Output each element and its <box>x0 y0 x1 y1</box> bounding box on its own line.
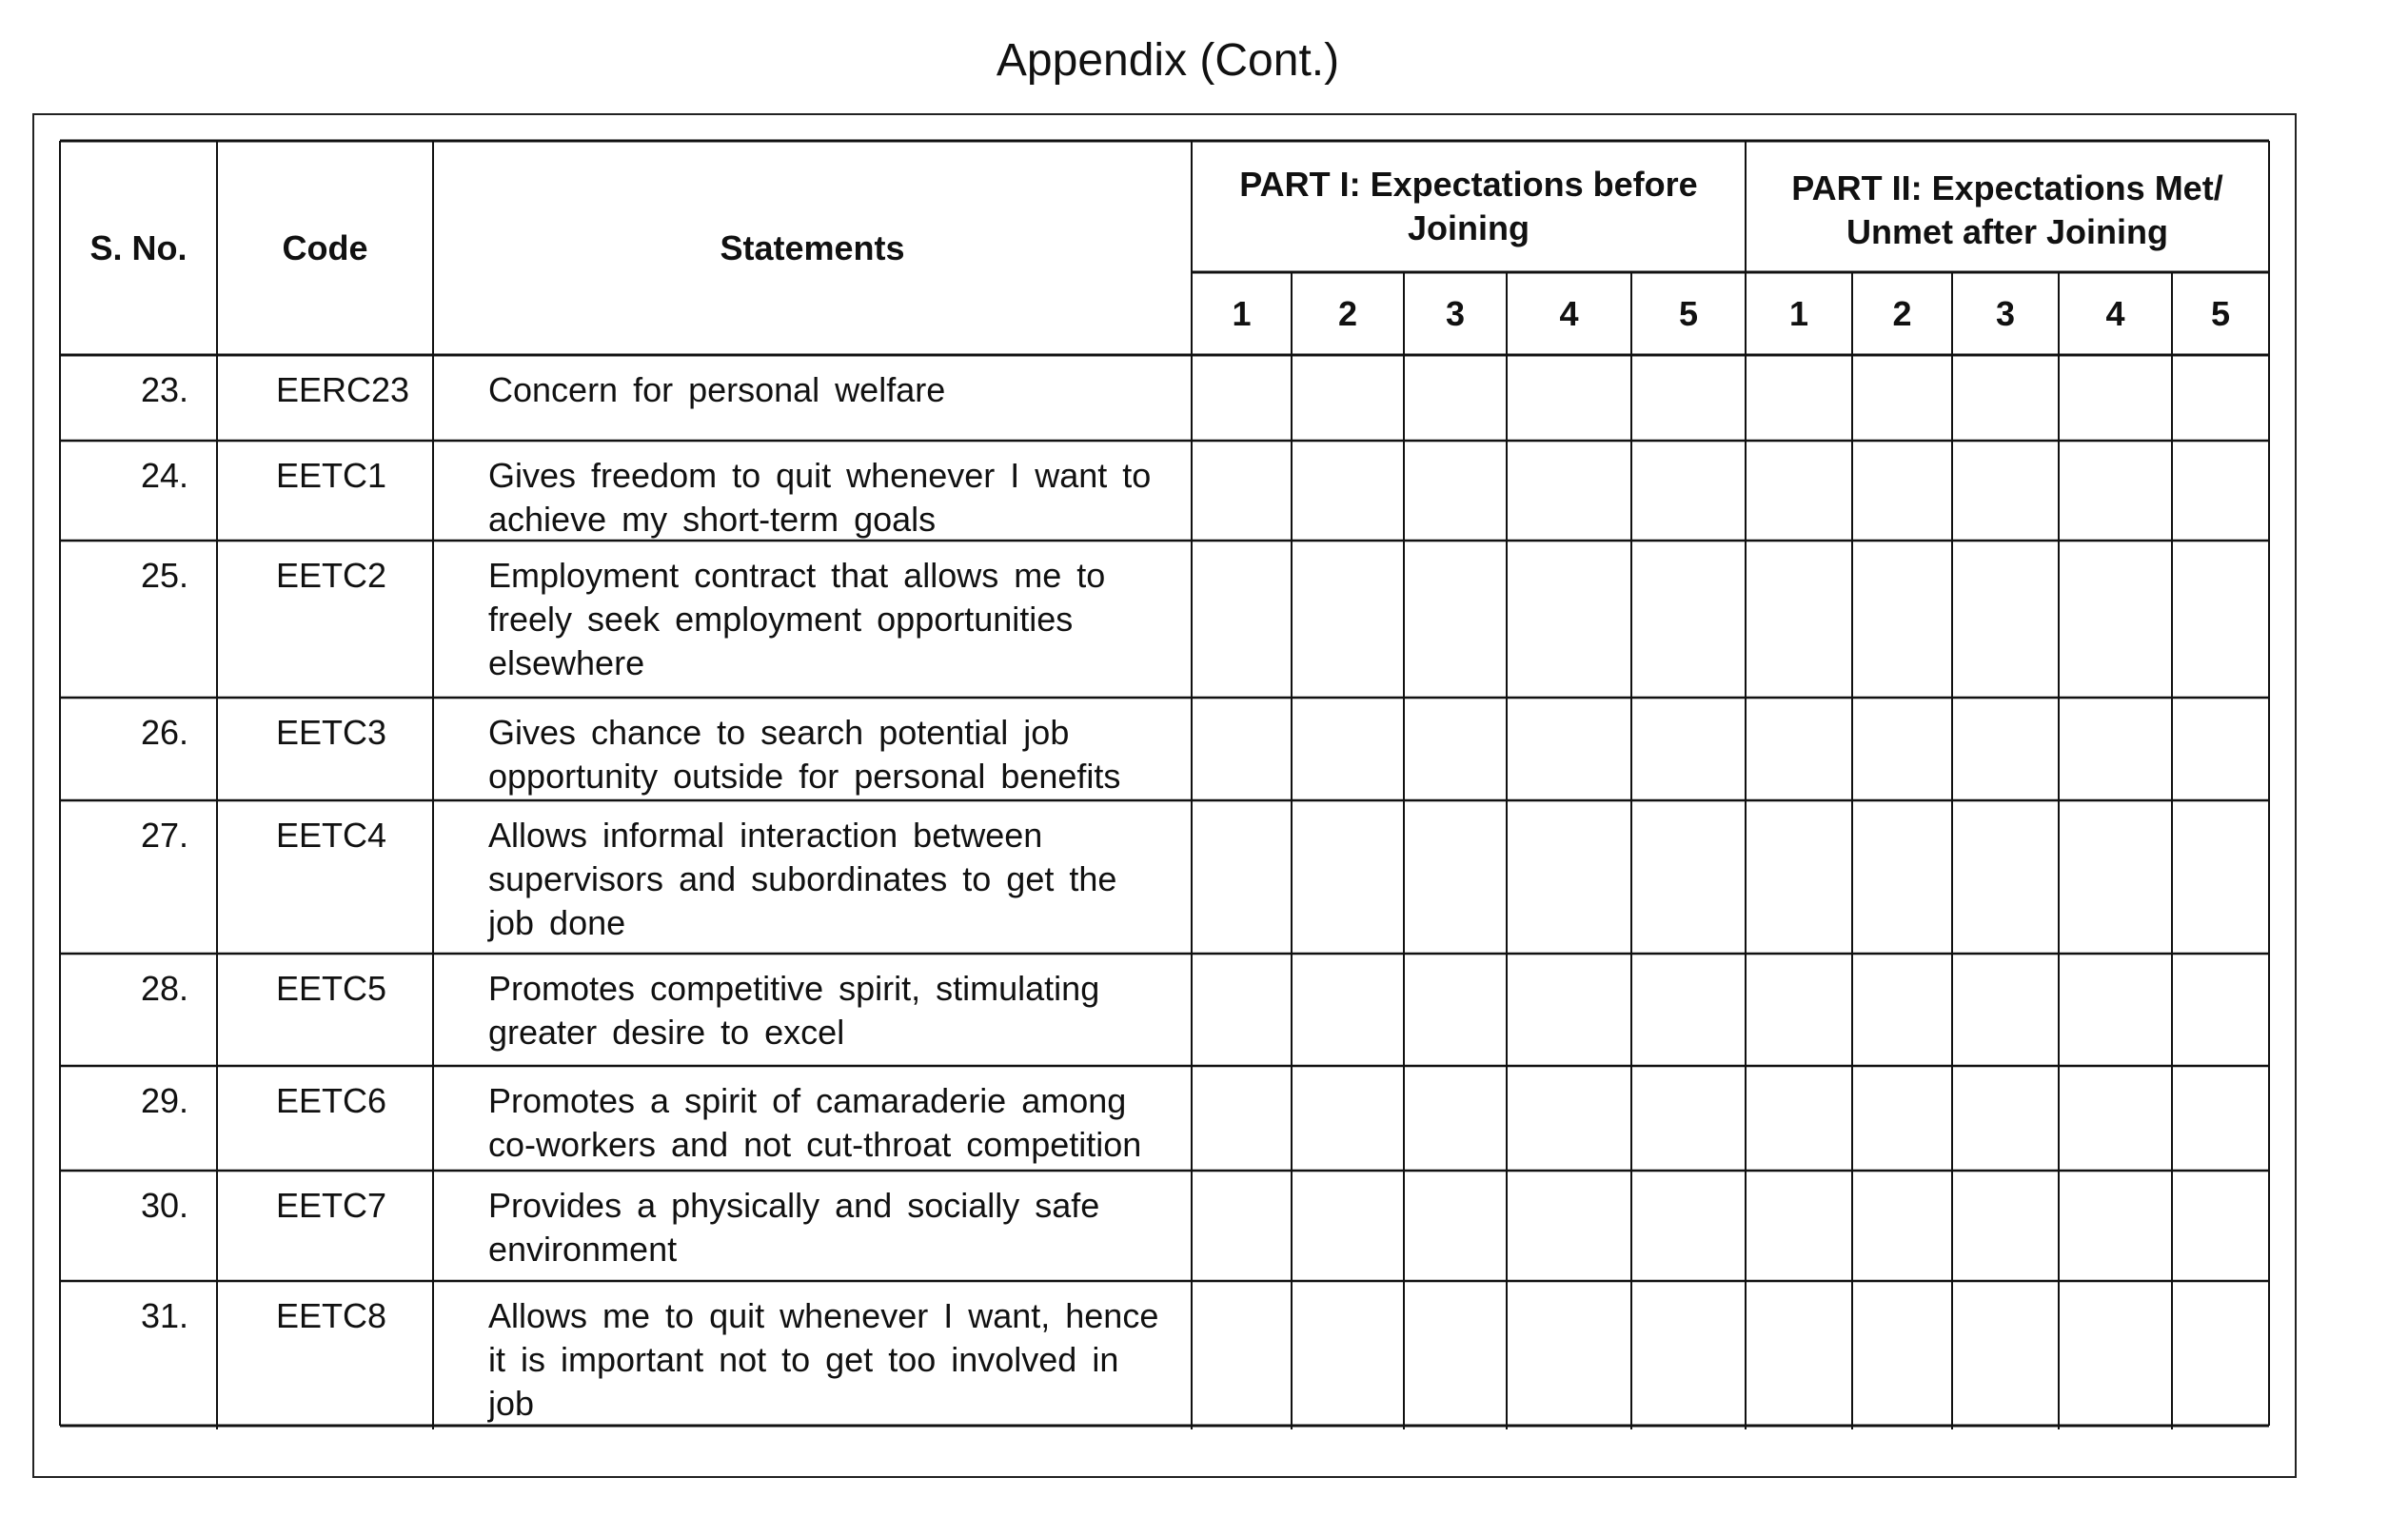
rating-cell-part2-3[interactable] <box>1952 698 2059 800</box>
rating-cell-part2-1[interactable] <box>1746 1066 1852 1171</box>
rating-cell-part1-2[interactable] <box>1292 1281 1404 1426</box>
rating-cell-part2-3[interactable] <box>1952 441 2059 541</box>
rating-cell-part2-2[interactable] <box>1852 541 1952 698</box>
rating-cell-part1-1[interactable] <box>1192 541 1292 698</box>
rating-cell-part1-5[interactable] <box>1631 1066 1746 1171</box>
rating-cell-part1-5[interactable] <box>1631 441 1746 541</box>
rating-cell-part1-4[interactable] <box>1507 1171 1631 1281</box>
rating-cell-part1-4[interactable] <box>1507 954 1631 1066</box>
rating-cell-part2-5[interactable] <box>2172 1281 2269 1426</box>
row-statement: Gives freedom to quit whenever I want to achieve my short-term goals <box>488 456 1152 539</box>
rating-cell-part1-5[interactable] <box>1631 954 1746 1066</box>
rating-cell-part2-5[interactable] <box>2172 1066 2269 1171</box>
rating-cell-part1-2[interactable] <box>1292 541 1404 698</box>
row-statement: Promotes competitive spirit, stimulating greater desire to excel <box>488 969 1100 1052</box>
rating-cell-part2-1[interactable] <box>1746 698 1852 800</box>
rating-cell-part2-4[interactable] <box>2059 441 2172 541</box>
rating-cell-part2-3[interactable] <box>1952 355 2059 441</box>
rating-cell-part2-2[interactable] <box>1852 800 1952 954</box>
rating-cell-part1-1[interactable] <box>1192 1171 1292 1281</box>
rating-cell-part2-4[interactable] <box>2059 800 2172 954</box>
rating-cell-part2-3[interactable] <box>1952 541 2059 698</box>
rating-cell-part1-3[interactable] <box>1404 800 1507 954</box>
rating-cell-part1-4[interactable] <box>1507 800 1631 954</box>
rating-cell-part1-1[interactable] <box>1192 441 1292 541</box>
rating-cell-part2-4[interactable] <box>2059 1171 2172 1281</box>
rating-cell-part1-4[interactable] <box>1507 441 1631 541</box>
rating-cell-part2-5[interactable] <box>2172 800 2269 954</box>
rating-cell-part2-5[interactable] <box>2172 1171 2269 1281</box>
rating-cell-part1-1[interactable] <box>1192 1281 1292 1426</box>
header-part1-scale-2: 2 <box>1337 293 1358 333</box>
rating-cell-part2-1[interactable] <box>1746 800 1852 954</box>
rating-cell-part1-2[interactable] <box>1292 800 1404 954</box>
header-part2-scale-4: 4 <box>2105 293 2125 333</box>
rating-cell-part2-2[interactable] <box>1852 355 1952 441</box>
rating-cell-part2-1[interactable] <box>1746 1171 1852 1281</box>
row-statement: Gives chance to search potential job opportunity outside for personal benefits <box>488 713 1121 796</box>
header-part1-scale-5: 5 <box>1678 293 1699 333</box>
header-code: Code <box>282 227 368 267</box>
rating-cell-part2-2[interactable] <box>1852 1066 1952 1171</box>
row-sno: 29. <box>140 1081 188 1120</box>
rating-cell-part2-5[interactable] <box>2172 541 2269 698</box>
rating-cell-part1-1[interactable] <box>1192 698 1292 800</box>
rating-cell-part1-1[interactable] <box>1192 954 1292 1066</box>
rating-cell-part1-3[interactable] <box>1404 441 1507 541</box>
header-statements: Statements <box>720 227 905 267</box>
row-code: EETC3 <box>276 713 387 752</box>
rating-cell-part1-3[interactable] <box>1404 954 1507 1066</box>
row-code: EETC1 <box>276 456 387 495</box>
page-title: Appendix (Cont.) <box>996 35 1340 86</box>
rating-cell-part2-4[interactable] <box>2059 355 2172 441</box>
row-sno: 24. <box>140 456 188 495</box>
row-sno: 27. <box>140 816 188 855</box>
row-code: EERC23 <box>276 370 410 409</box>
header-part2: PART II: Expectations Met/ Unmet after Joining <box>1791 168 2223 251</box>
row-code: EETC7 <box>276 1186 387 1225</box>
row-sno: 26. <box>140 713 188 752</box>
header-sno: S. No. <box>89 227 188 267</box>
row-sno: 25. <box>140 556 188 595</box>
row-code: EETC6 <box>276 1081 387 1120</box>
rating-cell-part2-3[interactable] <box>1952 1066 2059 1171</box>
rating-cell-part1-2[interactable] <box>1292 441 1404 541</box>
rating-cell-part1-5[interactable] <box>1631 1281 1746 1426</box>
rating-cell-part1-4[interactable] <box>1507 1281 1631 1426</box>
rating-cell-part1-4[interactable] <box>1507 1066 1631 1171</box>
header-part2-scale-3: 3 <box>1995 293 2016 333</box>
rating-cell-part1-2[interactable] <box>1292 698 1404 800</box>
row-sno: 31. <box>140 1296 188 1335</box>
row-statement: Allows informal interaction between supervisors and subordinates to get the job done <box>488 816 1117 942</box>
row-sno: 23. <box>140 370 188 409</box>
header-part1-scale-1: 1 <box>1232 293 1252 333</box>
rating-cell-part2-4[interactable] <box>2059 1066 2172 1171</box>
rating-cell-part1-1[interactable] <box>1192 1066 1292 1171</box>
row-code: EETC4 <box>276 816 387 855</box>
rating-cell-part1-2[interactable] <box>1292 1171 1404 1281</box>
row-sno: 28. <box>140 969 188 1008</box>
row-statement: Provides a physically and socially safe environment <box>488 1186 1100 1269</box>
rating-cell-part1-2[interactable] <box>1292 355 1404 441</box>
rating-cell-part1-3[interactable] <box>1404 1066 1507 1171</box>
row-code: EETC8 <box>276 1296 387 1335</box>
rating-cell-part1-3[interactable] <box>1404 541 1507 698</box>
rating-cell-part1-5[interactable] <box>1631 355 1746 441</box>
rating-cell-part1-2[interactable] <box>1292 1066 1404 1171</box>
rating-cell-part2-5[interactable] <box>2172 954 2269 1066</box>
header-part1-scale-3: 3 <box>1445 293 1466 333</box>
rating-cell-part1-5[interactable] <box>1631 1171 1746 1281</box>
header-part2-scale-1: 1 <box>1788 293 1809 333</box>
rating-cell-part2-4[interactable] <box>2059 954 2172 1066</box>
rating-cell-part2-1[interactable] <box>1746 441 1852 541</box>
rating-cell-part1-3[interactable] <box>1404 1171 1507 1281</box>
rating-cell-part1-3[interactable] <box>1404 698 1507 800</box>
rating-cell-part2-2[interactable] <box>1852 698 1952 800</box>
rating-cell-part1-5[interactable] <box>1631 698 1746 800</box>
row-statement: Employment contract that allows me to freely seek employment opportunities elsewhere <box>488 556 1106 682</box>
header-part1: PART I: Expectations before Joining <box>1239 165 1698 247</box>
rating-cell-part1-3[interactable] <box>1404 355 1507 441</box>
rating-cell-part1-4[interactable] <box>1507 355 1631 441</box>
header-part2-scale-2: 2 <box>1892 293 1912 333</box>
rating-cell-part2-4[interactable] <box>2059 698 2172 800</box>
header-part1-scale-4: 4 <box>1559 293 1579 333</box>
rating-cell-part1-1[interactable] <box>1192 355 1292 441</box>
row-code: EETC2 <box>276 556 387 595</box>
rating-cell-part2-4[interactable] <box>2059 541 2172 698</box>
rating-cell-part2-3[interactable] <box>1952 1281 2059 1426</box>
row-code: EETC5 <box>276 969 387 1008</box>
rating-cell-part2-2[interactable] <box>1852 954 1952 1066</box>
rating-cell-part2-3[interactable] <box>1952 800 2059 954</box>
rating-cell-part1-5[interactable] <box>1631 541 1746 698</box>
rating-cell-part2-1[interactable] <box>1746 541 1852 698</box>
row-sno: 30. <box>140 1186 188 1225</box>
rating-cell-part2-5[interactable] <box>2172 355 2269 441</box>
rating-cell-part2-1[interactable] <box>1746 355 1852 441</box>
rating-cell-part2-5[interactable] <box>2172 698 2269 800</box>
rating-cell-part2-2[interactable] <box>1852 1281 1952 1426</box>
row-statement: Allows me to quit whenever I want, hence it is important not to get too involved in job <box>488 1296 1159 1423</box>
rating-cell-part2-2[interactable] <box>1852 441 1952 541</box>
rating-cell-part1-1[interactable] <box>1192 800 1292 954</box>
rating-cell-part2-4[interactable] <box>2059 1281 2172 1426</box>
rating-cell-part2-1[interactable] <box>1746 1281 1852 1426</box>
rating-cell-part1-4[interactable] <box>1507 541 1631 698</box>
rating-cell-part2-1[interactable] <box>1746 954 1852 1066</box>
row-statement: Promotes a spirit of camaraderie among co-workers and not cut-throat competition <box>488 1081 1142 1164</box>
rating-cell-part1-3[interactable] <box>1404 1281 1507 1426</box>
rating-cell-part2-3[interactable] <box>1952 1171 2059 1281</box>
row-statement: Concern for personal welfare <box>488 370 946 409</box>
rating-cell-part1-5[interactable] <box>1631 800 1746 954</box>
header-part2-scale-5: 5 <box>2210 293 2231 333</box>
rating-cell-part1-4[interactable] <box>1507 698 1631 800</box>
rating-cell-part2-3[interactable] <box>1952 954 2059 1066</box>
rating-cell-part2-2[interactable] <box>1852 1171 1952 1281</box>
rating-cell-part2-5[interactable] <box>2172 441 2269 541</box>
rating-cell-part1-2[interactable] <box>1292 954 1404 1066</box>
